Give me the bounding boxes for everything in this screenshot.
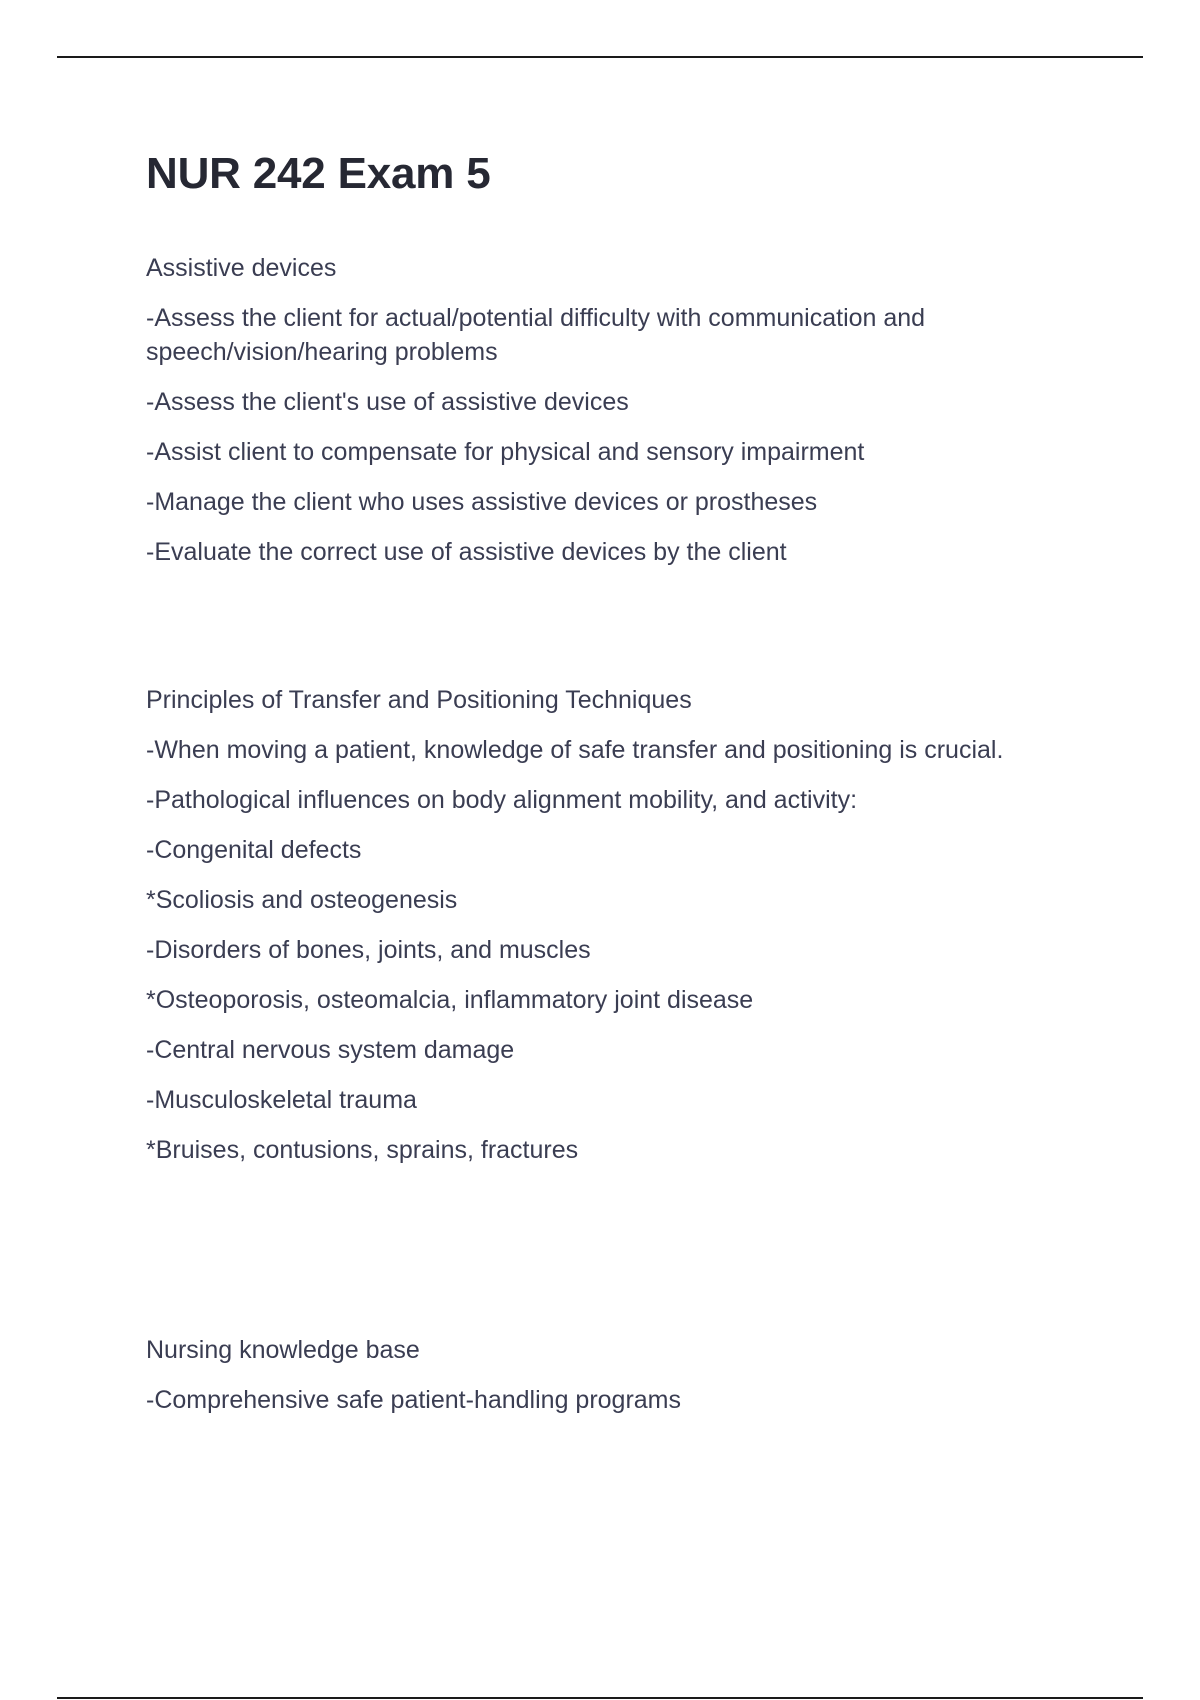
list-item: -Comprehensive safe patient-handling programs — [146, 1386, 682, 1414]
section-transfer-positioning — [146, 683, 1106, 1167]
list-item: -Evaluate the correct use of assistive devices by the client — [146, 538, 787, 566]
list-item: -Central nervous system damage — [146, 1036, 515, 1064]
section-assistive-devices — [146, 251, 1106, 569]
top-divider — [57, 56, 1143, 58]
list-item: *Scoliosis and osteogenesis — [146, 886, 458, 914]
section-heading: Principles of Transfer and Positioning Techniques — [146, 686, 692, 714]
section-heading: Assistive devices — [146, 254, 337, 282]
list-item: -Musculoskeletal trauma — [146, 1086, 417, 1114]
list-item: -Assess the client for actual/potential difficulty with communication and speech/vision/hearing problems — [146, 304, 926, 366]
list-item: -Manage the client who uses assistive devices or prostheses — [146, 488, 818, 516]
list-item: *Bruises, contusions, sprains, fractures — [146, 1136, 579, 1164]
list-item: -Assist client to compensate for physical and sensory impairment — [146, 438, 865, 466]
list-item: -Assess the client's use of assistive devices — [146, 388, 629, 416]
section-heading: Nursing knowledge base — [146, 1336, 420, 1364]
list-item: -Congenital defects — [146, 836, 362, 864]
list-item: -When moving a patient, knowledge of safe transfer and positioning is crucial. — [146, 736, 1004, 764]
page-title: NUR 242 Exam 5 — [146, 149, 491, 198]
list-item: *Osteoporosis, osteomalcia, inflammatory joint disease — [146, 986, 754, 1014]
list-item: -Pathological influences on body alignment mobility, and activity: — [146, 786, 858, 814]
list-item: -Disorders of bones, joints, and muscles — [146, 936, 591, 964]
bottom-divider — [57, 1697, 1143, 1699]
section-nursing-knowledge-base — [146, 1333, 1106, 1417]
